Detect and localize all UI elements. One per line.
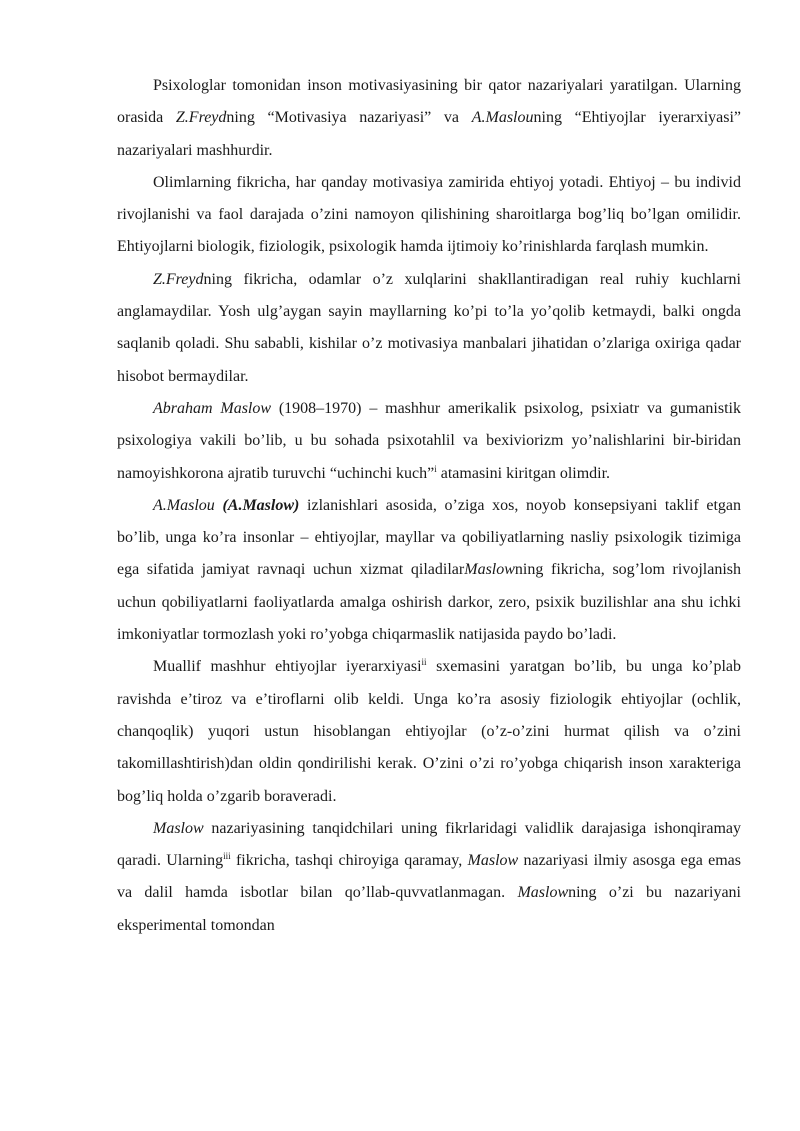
emphasized-text: A.Maslou — [471, 109, 534, 127]
text-run: ning fikricha, sog’lom rivojlanish uchun qobiliyatlarni faoliyatlarda amalga oshirish darkor, zero, psixik buzilishlar ana shu ichki imkoniyatlar tormozlash yoki ro’yobga chiqarmaslik natijasida paydo bo’ladi. — [117, 561, 741, 644]
text-run: ning “Motivasiya nazariyasi” va — [226, 109, 472, 127]
text-run: ning fikricha, odamlar o’z xulqlarini shakllantiradigan real ruhiy kuchlarni anglamaydilar. Yosh ulg’aygan sayin mayllarning ko’pi to’la yo’qolib ketmaydi, balki ongda saqlanib qoladi. Shu sababli, kishilar o’z motivasiya manbalari jihatidan o’zlariga oxiriga qadar hisobot bermaydilar. — [117, 270, 741, 385]
emphasized-text: Z.Freyd — [175, 109, 227, 127]
text-run: (1908–1970) – mashhur amerikalik psixolog, psixiatr va gumanistik psixologiya vakili bo’lib, u bu sohada psixotahlil va bexiviorizm yo’nalishlarini bir-biridan namoyishkorona ajratib turuvchi “uchinchi kuch” — [117, 399, 741, 482]
emphasized-text: Z.Freyd — [153, 270, 204, 288]
text-run: ning “Ehtiyojlar iyerarxiyasi” nazariyalari mashhurdir. — [117, 109, 742, 159]
text-run: Olimlarning fikricha, har qanday motivasiya zamirida ehtiyoj yotadi. Ehtiyoj – bu individ rivojlanishi va faol darajada o’zini namoyon qilishining sharoitlarga bog’liq bo’lgan omilidir. Ehtiyojlarni biologik, fiziologik, psixologik hamda ijtimoiy ko’rinishlarda farqlash mumkin. — [117, 173, 741, 256]
paragraph — [117, 651, 741, 812]
paragraph — [117, 264, 741, 393]
emphasized-text: Maslow — [464, 561, 515, 579]
emphasized-text: Maslow — [517, 884, 569, 902]
footnote-marker: ii — [421, 657, 427, 668]
emphasized-text: Maslow — [467, 852, 519, 870]
emphasized-text: A.Maslou — [153, 496, 215, 514]
text-run: Muallif mashhur ehtiyojlar iyerarxiyasi — [153, 658, 422, 676]
text-run: nazariyasining tanqidchilari uning fikrlaridagi validlik darajasiga ishonqiramay qaradi. Ularning — [117, 819, 741, 870]
text-run: Psixologlar tomonidan inson motivasiyasining bir qator nazariyalari yaratilgan. Ularning orasida — [117, 77, 741, 127]
text-run: ning o’zi bu nazariyani eksperimental tomondan — [117, 884, 741, 934]
paragraph — [117, 490, 741, 651]
emphasized-text: Abraham Maslow — [153, 399, 272, 417]
text-run: izlanishlari asosida, o’ziga xos, noyob konsepsiyani taklif etgan bo’lib, unga ko’ra insonlar – ehtiyojlar, mayllar va qobiliyatlarning nasliy psixologik tizimiga ega sifatida jamiyat ravnaqi uchun xizmat qiladilar — [117, 496, 742, 579]
emphasized-text: (A.Maslow) — [222, 496, 300, 514]
emphasized-text: Maslow — [153, 819, 204, 837]
footnote-marker: iii — [223, 851, 231, 862]
paragraph — [117, 813, 741, 942]
paragraph — [117, 393, 741, 490]
footnote-marker: i — [434, 463, 437, 474]
paragraph — [117, 167, 741, 264]
text-run: sxemasini yaratgan bo’lib, bu unga ko’plab ravishda e’tiroz va e’tiroflarni olib keldi. Unga ko’ra asosiy fiziologik ehtiyojlar (ochlik, chanqoqlik) yuqori ustun hisoblangan ehtiyojlar (o’z-o’zini hurmat qilish va o’zini takomillashtirish)dan oldin qondirilishi kerak. O’zini o’zi ro’yobga chiqarish inson xarakteriga bog’liq holda o’zgarib boraveradi. — [117, 658, 741, 805]
paragraph — [117, 70, 741, 167]
text-run: atamasini kiritgan olimdir. — [436, 464, 611, 482]
text-run: fikricha, tashqi chiroyiga qaramay, — [230, 852, 468, 870]
document-page — [117, 70, 741, 942]
text-run: nazariyasi ilmiy asosga ega emas va dalil hamda isbotlar bilan qo’llab-quvvatlanmagan. — [117, 852, 741, 902]
